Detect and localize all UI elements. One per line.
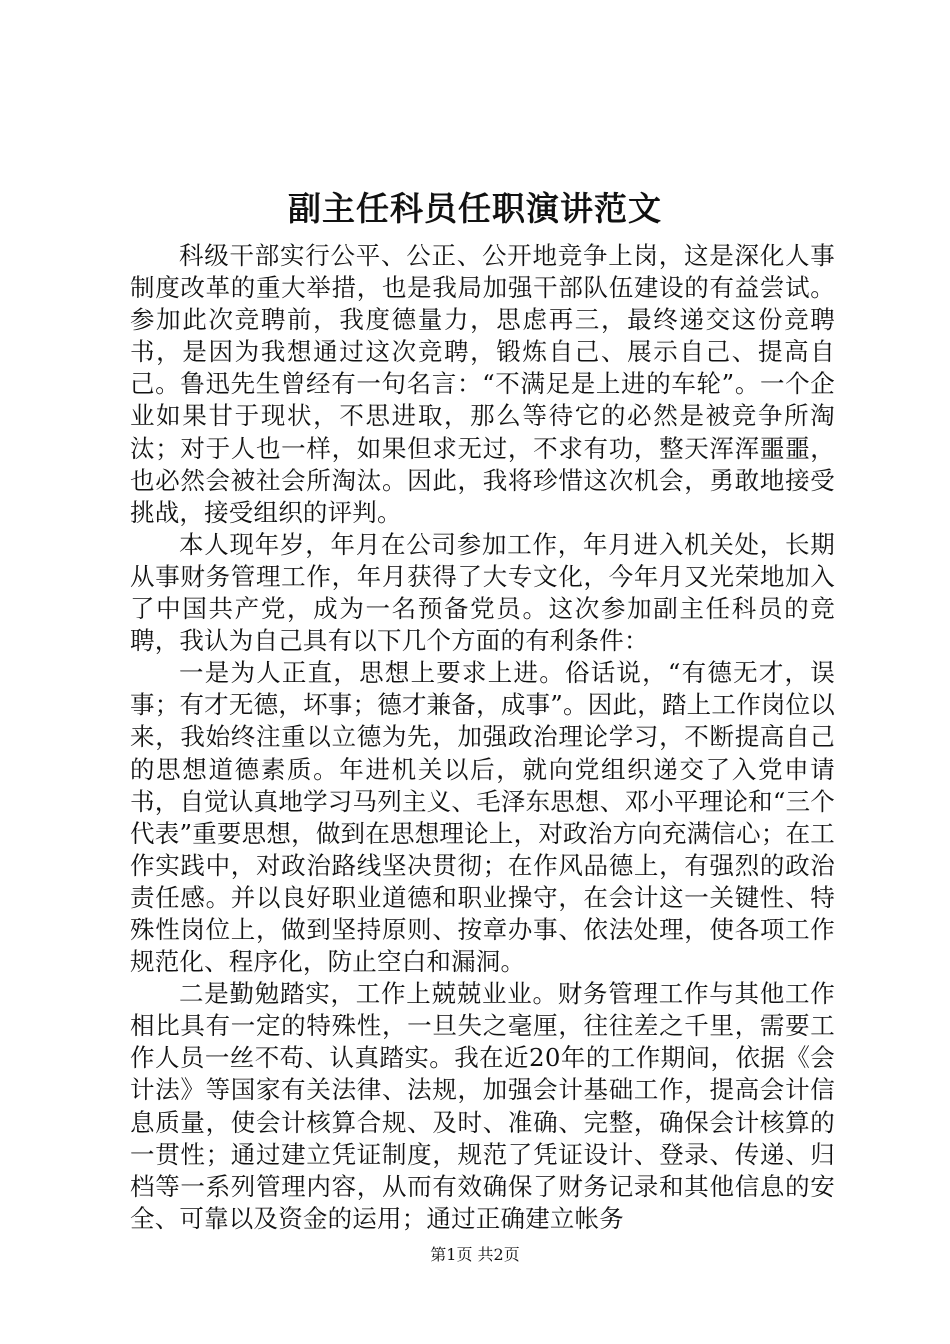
page-title: 副主任科员任职演讲范文 bbox=[288, 189, 662, 228]
paragraph-background: 本人现年岁，年月在公司参加工作，年月进入机关处，长期从事财务管理工作，年月获得了大专文化，今年月又光荣地加入了中国共产党，成为一名预备党员。这次参加副主任科员的竞聘，我认为自己具有以下几个方面的有利条件： bbox=[130, 529, 835, 656]
document-body bbox=[130, 240, 835, 1235]
page-number-footer: 第1页 共2页 bbox=[430, 1245, 520, 1264]
paragraph-intro: 科级干部实行公平、公正、公开地竞争上岗，这是深化人事制度改革的重大举措，也是我局加强干部队伍建设的有益尝试。参加此次竞聘前，我度德量力，思虑再三，最终递交这份竞聘书，是因为我想通过这次竞聘，锻炼自己、展示自己、提高自己。鲁迅先生曾经有一句名言：“不满足是上进的车轮”。一个企业如果甘于现状，不思进取，那么等待它的必然是被竞争所淘汰；对于人也一样，如果但求无过，不求有功，整天浑浑噩噩，也必然会被社会所淘汰。因此，我将珍惜这次机会，勇敢地接受挑战，接受组织的评判。 bbox=[130, 241, 835, 527]
paragraph-point-one: 一是为人正直，思想上要求上进。俗话说，“有德无才，误事；有才无德，坏事；德才兼备，成事”。因此，踏上工作岗位以来，我始终注重以立德为先，加强政治理论学习，不断提高自己的思想道德素质。年进机关以后，就向党组织递交了入党申请书，自觉认真地学习马列主义、毛泽东思想、邓小平理论和“三个代表”重要思想，做到在思想理论上，对政治方向充满信心；在工作实践中，对政治路线坚决贯彻；在作风品德上，有强烈的政治责任感。并以良好职业道德和职业操守，在会计这一关键性、特殊性岗位上，做到坚持原则、按章办事、依法处理，使各项工作规范化、程序化，防止空白和漏洞。 bbox=[130, 658, 835, 977]
paragraph-point-two: 二是勤勉踏实，工作上兢兢业业。财务管理工作与其他工作相比具有一定的特殊性，一旦失之毫厘，往往差之千里，需要工作人员一丝不苟、认真踏实。我在近20年的工作期间，依据《会计法》等国家有关法律、法规，加强会计基础工作，提高会计信息质量，使会计核算合规、及时、准确、完整，确保会计核算的一贯性；通过建立凭证制度，规范了凭证设计、登录、传递、归档等一系列管理内容，从而有效确保了财务记录和其他信息的安全、可靠以及资金的运用；通过正确建立帐务 bbox=[130, 979, 835, 1233]
